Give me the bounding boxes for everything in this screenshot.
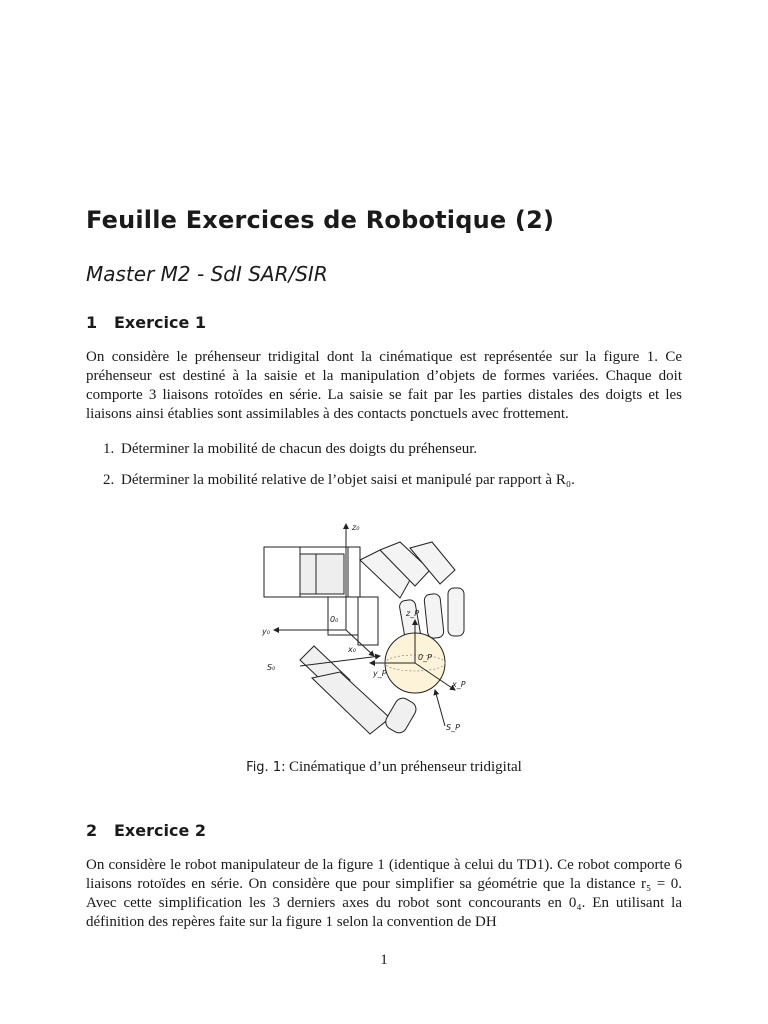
- page-number: 1: [380, 952, 388, 968]
- label-o0: 0₀: [330, 615, 339, 624]
- section-2-paragraph: On considère le robot manipulateur de la figure 1 (identique à celui du TD1). Ce robot comporte 6 liaisons rotoïdes en série. On considère que pour simplifier sa géométrie que la distance r₅ = 0. Avec cette simplification les 3 derniers axes du robot sont concourants en 0₄. En utilisant la définition des repères faite sur la figure 1 selon la convention de DH: [86, 857, 682, 930]
- list-item: [103, 471, 683, 490]
- list-item-number: 1.: [103, 441, 115, 457]
- label-s0: S₀: [267, 663, 276, 672]
- gripper-kinematics-figure: [250, 520, 490, 742]
- section-2-title: Exercice 2: [114, 821, 206, 840]
- label-z0: z₀: [352, 523, 360, 532]
- label-yp: y_P: [373, 669, 387, 678]
- section-1-paragraph: On considère le préhenseur tridigital dont la cinématique est représentée sur la figure 1. Ce préhenseur est destiné à la saisie et la manipulation d’objets de formes variées. Chaque doit comporte 3 liaisons rotoïdes en série. La saisie se fait par les parties distales des doigts et les liaisons ainsi établies sont assimilables à des contacts ponctuels avec frottement.: [86, 349, 682, 422]
- section-1-number: 1: [86, 313, 98, 332]
- section-2-heading: [86, 821, 206, 840]
- section-1-heading: [86, 313, 206, 332]
- label-y0: y₀: [262, 627, 270, 636]
- label-zp: z_P: [406, 609, 420, 618]
- list-item-number: 2.: [103, 472, 115, 488]
- section-1-title: Exercice 1: [114, 313, 206, 332]
- figure-caption-label: Fig. 1:: [246, 760, 286, 775]
- section-2-number: 2: [86, 821, 98, 840]
- document-title: Feuille Exercices de Robotique (2): [86, 206, 555, 234]
- figure-caption: [0, 759, 768, 776]
- figure-caption-text: Cinématique d’un préhenseur tridigital: [288, 759, 522, 775]
- label-xp: x_P: [452, 680, 466, 689]
- document-subtitle: Master M2 - SdI SAR/SIR: [86, 262, 328, 286]
- list-item: [103, 440, 683, 459]
- label-x0: x₀: [348, 645, 356, 654]
- label-op: 0_P: [418, 653, 432, 662]
- list-item-text: Déterminer la mobilité de chacun des doigts du préhenseur.: [121, 441, 478, 457]
- label-sp: S_P: [446, 723, 460, 732]
- list-item-text: Déterminer la mobilité relative de l’objet saisi et manipulé par rapport à R₀.: [121, 472, 575, 488]
